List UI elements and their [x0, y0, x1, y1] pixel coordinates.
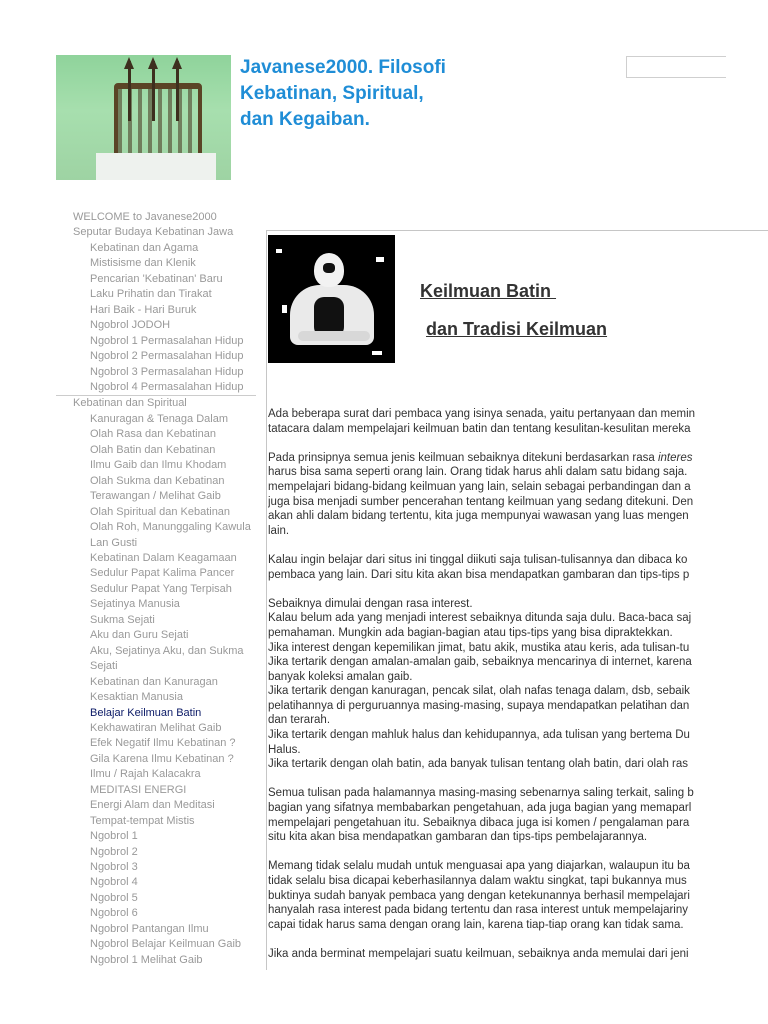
sidebar-item[interactable]: Ngobrol JODOH — [90, 319, 171, 332]
sidebar-item[interactable]: Kebatinan dan Agama — [90, 241, 199, 254]
sidebar-item[interactable]: Olah Rasa dan Kebatinan — [90, 428, 216, 441]
sidebar-nav — [56, 210, 256, 968]
paragraph-6 — [268, 859, 768, 932]
paragraph-5-line: bagian yang sifatnya membabarkan pengetahuan, ada juga bagian yang memaparl — [268, 802, 692, 815]
sidebar-item[interactable]: Olah Batin dan Kebatinan — [90, 443, 216, 456]
sidebar-item[interactable]: Tempat-tempat Mistis — [90, 814, 195, 827]
paragraph-4-line: Sebaiknya dimulai dengan rasa interest. — [268, 597, 473, 610]
sidebar-item[interactable]: Ngobrol 6 — [90, 907, 138, 920]
article-body — [268, 407, 768, 976]
sidebar-item[interactable]: Ngobrol Pantangan Ilmu — [90, 922, 209, 935]
paragraph-4-line: Kalau belum ada yang menjadi interest sebaiknya ditunda saja dulu. Baca-baca saj — [268, 612, 692, 625]
paragraph-6-line: Memang tidak selalu mudah untuk menguasai apa yang diajarkan, walaupun itu ba — [268, 860, 690, 873]
sidebar-item[interactable]: Ngobrol 1 Melihat Gaib — [90, 953, 203, 966]
sidebar-item[interactable]: Gila Karena Ilmu Kebatinan ? — [90, 752, 234, 765]
sidebar-item[interactable]: Olah Spiritual dan Kebatinan — [90, 505, 231, 518]
paragraph-1-line: Ada beberapa surat dari pembaca yang isinya senada, yaitu pertanyaan dan memin — [268, 408, 696, 420]
paragraph-1 — [268, 407, 768, 436]
paragraph-4 — [268, 597, 768, 772]
article-heading — [420, 272, 607, 348]
sidebar-item[interactable]: Kanuragan & Tenaga Dalam — [90, 412, 229, 425]
sidebar-item[interactable]: Energi Alam dan Meditasi — [90, 799, 215, 812]
paragraph-4-line: dan terarah. — [268, 714, 331, 727]
paragraph-6-line: hanyalah rasa interest pada bidang tertentu dan rasa interest untuk mempelajariny — [268, 904, 689, 917]
paragraph-4-line: Jika tertarik dengan mahluk halus dan kehidupannya, ada tulisan yang bertema Du — [268, 729, 690, 742]
sidebar-item[interactable]: Ngobrol 3 Permasalahan Hidup — [90, 365, 244, 378]
site-logo-image[interactable] — [56, 55, 231, 180]
paragraph-6-line: buktinya sudah banyak pembaca yang dengan ketekunannya berhasil mempelajari — [268, 889, 690, 902]
sidebar-item[interactable]: Ngobrol 4 — [90, 876, 138, 889]
paragraph-3-line: Kalau ingin belajar dari situs ini tinggal diikuti saja tulisan-tulisannya dan dibaca ko — [268, 553, 688, 566]
site-title-line1: Javanese2000. Filosofi — [240, 57, 446, 78]
paragraph-2-line: akan ahli dalam bidang tertentu, kita juga mempunyai wawasan yang luas mengen — [268, 510, 689, 523]
paragraph-4-line: Halus. — [268, 743, 301, 756]
paragraph-2-line: harus bisa sama seperti orang lain. Orang tidak harus ahli dalam satu bidang saja. — [268, 466, 688, 479]
paragraph-3-line: pembaca yang lain. Dari situ kita akan bisa mendapatkan gambaran dan tips-tips p — [268, 568, 690, 581]
paragraph-2-line-1: Pada prinsipnya semua jenis keilmuan sebaiknya ditekuni berdasarkan rasa interes — [268, 451, 693, 464]
sidebar-item[interactable]: Sedulur Papat Kalima Pancer — [90, 567, 235, 580]
paragraph-5 — [268, 786, 768, 844]
sidebar-item[interactable]: Mistisisme dan Klenik — [90, 257, 196, 270]
italic-word: interes — [657, 451, 693, 464]
paragraph-5-line: Semua tulisan pada halamannya masing-masing sebenarnya saling terkait, saling b — [268, 787, 694, 800]
sidebar-item[interactable]: MEDITASI ENERGI — [90, 783, 187, 796]
site-title-line3: dan Kegaiban. — [240, 109, 370, 130]
sidebar-item[interactable]: Sejatinya Manusia — [90, 598, 180, 611]
sidebar-item[interactable]: Ngobrol 2 — [90, 845, 138, 858]
paragraph-3 — [268, 553, 768, 582]
paragraph-5-line: mempelajari pengetahuan itu. Sebaiknya dibaca juga isi komen / pengalaman para — [268, 816, 690, 829]
paragraph-4-line: Jika tertarik dengan kanuragan, pencak silat, olah nafas tenaga dalam, dsb, sebaik — [268, 685, 690, 698]
sidebar-item[interactable]: Belajar Keilmuan Batin — [90, 706, 202, 719]
sidebar-item[interactable]: Sedulur Papat Yang Terpisah — [90, 582, 232, 595]
sidebar-item[interactable]: Seputar Budaya Kebatinan Jawa — [73, 226, 234, 239]
sidebar-item[interactable]: Kebatinan Dalam Keagamaan — [90, 551, 237, 564]
sidebar-item[interactable]: Kebatinan dan Kanuragan — [90, 675, 218, 688]
sidebar-item[interactable]: Pencarian 'Kebatinan' Baru — [90, 272, 223, 285]
sidebar-item[interactable]: Aku dan Guru Sejati — [90, 629, 189, 642]
search-input[interactable] — [626, 56, 726, 78]
sidebar-item[interactable]: Ngobrol 5 — [90, 891, 138, 904]
sidebar-item[interactable]: Ngobrol Belajar Keilmuan Gaib — [90, 938, 242, 951]
site-title-line2: Kebatinan, Spiritual, — [240, 83, 424, 104]
sidebar-item[interactable]: Ilmu Gaib dan Ilmu Khodam — [90, 459, 227, 472]
article-photo — [268, 235, 395, 363]
paragraph-4-line: pelatihannya di perguruannya masing-masing, supaya mendapatkan pelatihan dan — [268, 699, 690, 712]
paragraph-7 — [268, 947, 768, 962]
sidebar-item[interactable]: Ngobrol 3 — [90, 861, 138, 874]
sidebar-item[interactable]: Kekhawatiran Melihat Gaib — [90, 721, 222, 734]
sidebar-item[interactable]: Sukma Sejati — [90, 613, 155, 626]
paragraph-4-line: pemahaman. Mungkin ada bagian-bagian atau tips-tips yang bisa dipraktekkan. — [268, 626, 673, 639]
sidebar-item[interactable]: Ngobrol 2 Permasalahan Hidup — [90, 350, 244, 363]
article-heading-line1: Keilmuan Batin — [420, 281, 557, 301]
sidebar-item[interactable]: Efek Negatif Ilmu Kebatinan ? — [90, 737, 236, 750]
sidebar-item[interactable]: Olah Roh, Manunggaling Kawula Lan Gusti — [90, 521, 251, 549]
content-left-border — [266, 230, 267, 970]
paragraph-4-line: Jika tertarik dengan olah batin, ada banyak tulisan tentang olah batin, dari olah ras — [268, 758, 689, 771]
sidebar-item[interactable]: Ngobrol 4 Permasalahan Hidup — [90, 380, 244, 393]
sidebar-item[interactable]: Terawangan / Melihat Gaib — [90, 490, 221, 503]
paragraph-2 — [268, 451, 768, 539]
paragraph-4-line: Jika interest dengan kepemilikan jimat, batu akik, mustika atau keris, ada tulisan-tu — [268, 641, 690, 654]
paragraph-5-line: situ kita akan bisa mendapatkan gambaran dan tips-tips pembelajarannya. — [268, 831, 648, 844]
paragraph-4-line: banyak koleksi amalan gaib. — [268, 670, 413, 683]
paragraph-6-line: capai tidak harus sama dengan orang lain, karena tiap-tiap orang kan tidak sama. — [268, 918, 684, 931]
paragraph-2-line: juga bisa menjadi sumber pencerahan tentang keilmuan yang sedang ditekuni. Den — [268, 495, 694, 508]
paragraph-6-line: tidak selalu bisa dicapai keberhasilannya dalam waktu singkat, tapi bukannya mus — [268, 875, 687, 887]
paragraph-4-line: Jika tertarik dengan amalan-amalan gaib, sebaiknya mencarinya di internet, karena — [268, 656, 692, 669]
paragraph-2-line: mempelajari bidang-bidang keilmuan yang lain, selain sebagai perbandingan dan a — [268, 480, 691, 493]
sidebar-item[interactable]: Ngobrol 1 Permasalahan Hidup — [90, 334, 244, 347]
sidebar-item[interactable]: Kebatinan dan Spiritual — [56, 395, 256, 411]
paragraph-7-line: Jika anda berminat mempelajari suatu keilmuan, sebaiknya anda memulai dari jeni — [268, 947, 689, 960]
article-heading-line2: dan Tradisi Keilmuan — [426, 319, 608, 339]
sidebar-item[interactable]: Hari Baik - Hari Buruk — [90, 303, 197, 316]
sidebar-item[interactable]: Laku Prihatin dan Tirakat — [90, 288, 212, 301]
paragraph-1-line: tatacara dalam mempelajari keilmuan batin dan tentang kesulitan-kesulitan mereka — [268, 422, 691, 435]
site-title[interactable] — [240, 55, 500, 133]
sidebar-item[interactable]: Ngobrol 1 — [90, 830, 138, 843]
sidebar-item[interactable]: Ilmu / Rajah Kalacakra — [90, 768, 201, 781]
sidebar-item[interactable]: Olah Sukma dan Kebatinan — [90, 474, 225, 487]
paragraph-2-line: lain. — [268, 524, 290, 537]
sidebar-item[interactable]: WELCOME to Javanese2000 — [73, 211, 217, 223]
sidebar-item[interactable]: Aku, Sejatinya Aku, dan Sukma Sejati — [90, 644, 244, 673]
sidebar-item[interactable]: Kesaktian Manusia — [90, 691, 183, 704]
content-divider — [266, 230, 768, 231]
